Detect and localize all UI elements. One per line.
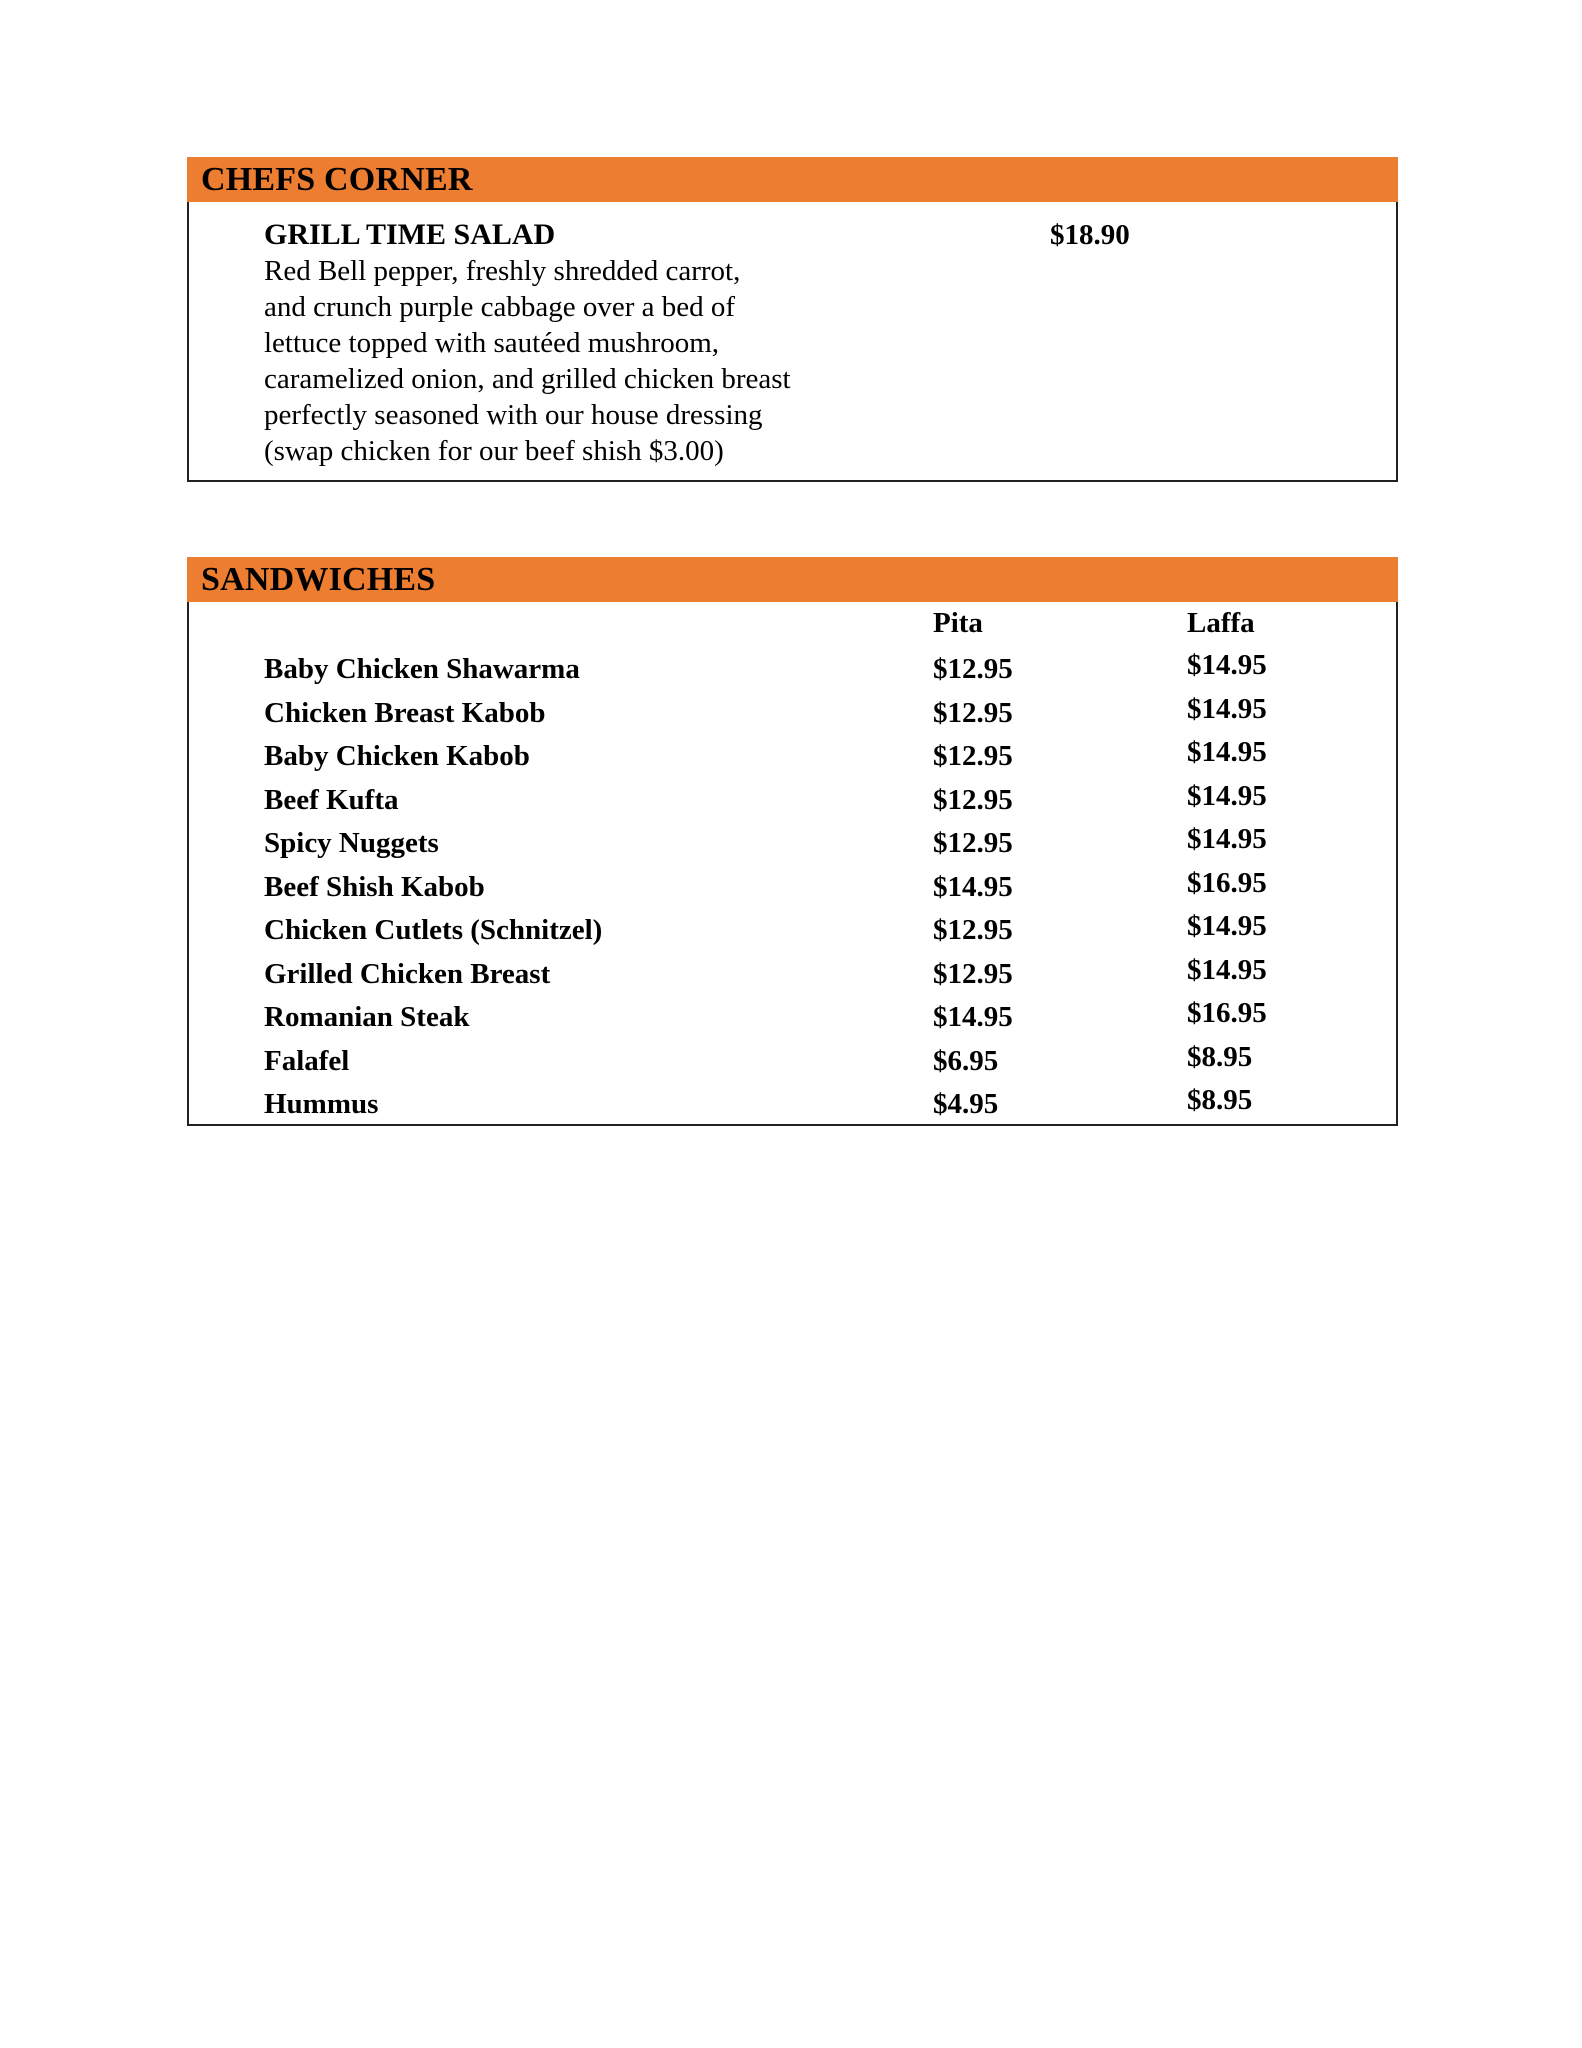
salad-price: $18.90 [1050, 219, 1130, 251]
sandwich-name: Chicken Breast Kabob [264, 696, 546, 729]
sandwich-name: Chicken Cutlets (Schnitzel) [264, 914, 603, 946]
pita-price: $14.95 [933, 1001, 1013, 1033]
pita-price: $12.95 [933, 783, 1013, 816]
sandwiches-title: SANDWICHES [201, 561, 436, 598]
sandwich-row [189, 1040, 1396, 1087]
salad-description-line: caramelized onion, and grilled chicken breast [264, 363, 791, 395]
sandwiches-header-bar [187, 557, 1398, 602]
pita-price: $12.95 [933, 827, 1013, 859]
pita-price: $14.95 [933, 870, 1013, 903]
sandwich-row [189, 999, 1396, 1043]
pita-price: $4.95 [933, 1088, 999, 1120]
laffa-price: $14.95 [1187, 779, 1267, 812]
sandwich-row [189, 1086, 1396, 1130]
salad-description-line: perfectly seasoned with our house dressing [264, 399, 763, 431]
sandwich-list [189, 651, 1396, 1130]
sandwiches-section [187, 557, 1398, 1126]
sandwich-row [189, 866, 1396, 913]
laffa-price: $16.95 [1187, 866, 1267, 899]
sandwich-row [189, 953, 1396, 1000]
laffa-price: $8.95 [1187, 1084, 1253, 1116]
salad-description-line: Red Bell pepper, freshly shredded carrot, [264, 255, 741, 287]
sandwich-name: Beef Kufta [264, 783, 399, 816]
sandwich-name: Hummus [264, 1088, 379, 1120]
chefs-corner-title: CHEFS CORNER [201, 161, 473, 198]
salad-description-line: and crunch purple cabbage over a bed of [264, 291, 736, 323]
sandwich-name: Falafel [264, 1044, 350, 1077]
sandwich-name: Grilled Chicken Breast [264, 957, 551, 990]
salad-description [264, 253, 884, 469]
pita-price: $12.95 [933, 957, 1013, 990]
sandwich-row [189, 912, 1396, 956]
sandwich-name: Romanian Steak [264, 1001, 470, 1033]
laffa-price: $14.95 [1187, 736, 1267, 768]
chefs-corner-section [187, 157, 1398, 482]
sandwich-row [189, 779, 1396, 826]
sandwich-name: Spicy Nuggets [264, 827, 439, 859]
sandwich-name: Beef Shish Kabob [264, 870, 485, 903]
pita-price: $6.95 [933, 1044, 999, 1077]
column-header-laffa: Laffa [1187, 607, 1255, 639]
laffa-price: $14.95 [1187, 692, 1267, 725]
laffa-price: $14.95 [1187, 910, 1267, 942]
laffa-price: $16.95 [1187, 997, 1267, 1029]
column-header-pita: Pita [933, 607, 983, 639]
chefs-corner-header-bar [187, 157, 1398, 202]
salad-name: GRILL TIME SALAD [264, 218, 556, 251]
laffa-price: $8.95 [1187, 1040, 1253, 1073]
sandwich-row [189, 651, 1396, 695]
sandwich-name: Baby Chicken Kabob [264, 740, 530, 772]
sandwich-row [189, 825, 1396, 869]
sandwich-row [189, 692, 1396, 739]
pita-price: $12.95 [933, 696, 1013, 729]
laffa-price: $14.95 [1187, 823, 1267, 855]
salad-description-line: lettuce topped with sautéed mushroom, [264, 327, 720, 359]
laffa-price: $14.95 [1187, 953, 1267, 986]
sandwich-row [189, 738, 1396, 782]
salad-description-line: (swap chicken for our beef shish $3.00) [264, 435, 724, 467]
sandwich-name: Baby Chicken Shawarma [264, 653, 580, 685]
pita-price: $12.95 [933, 914, 1013, 946]
pita-price: $12.95 [933, 740, 1013, 772]
laffa-price: $14.95 [1187, 649, 1267, 681]
pita-price: $12.95 [933, 653, 1013, 685]
